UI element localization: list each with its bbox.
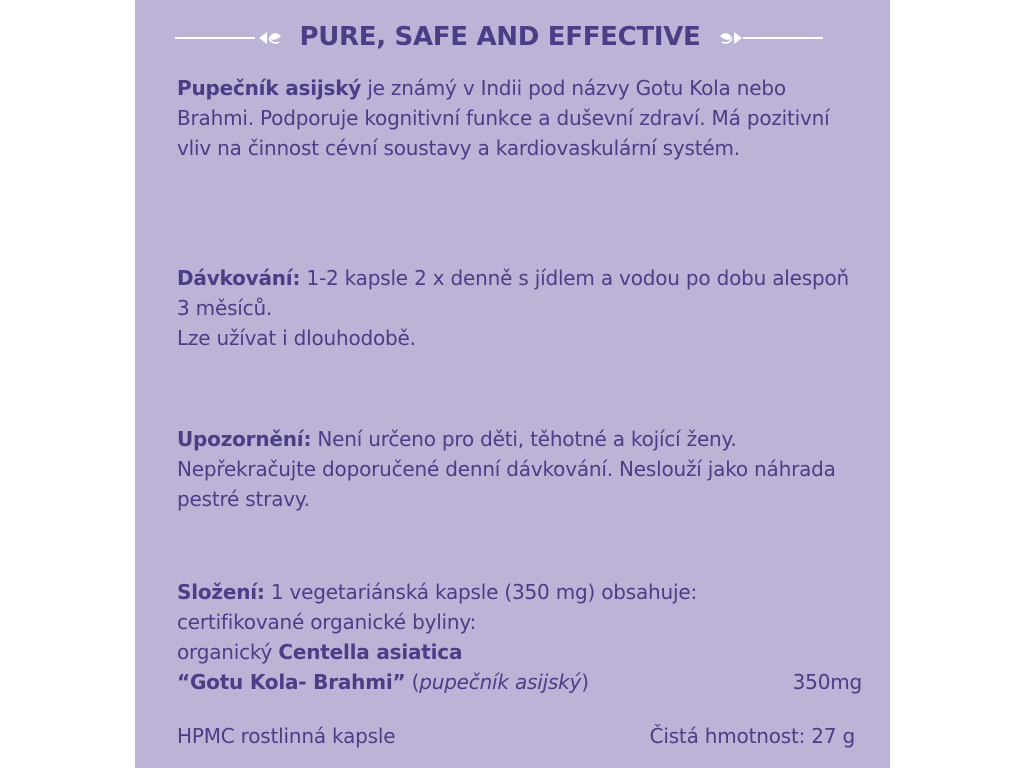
net-weight: Čistá hmotnost: 27 g <box>649 724 855 748</box>
footer-row <box>177 721 867 751</box>
ingredient-latin-name: Centella asiatica <box>278 640 463 664</box>
product-name: Pupečník asijský <box>177 76 362 100</box>
info-panel <box>135 0 890 768</box>
composition-prefix: organický <box>177 640 279 664</box>
dosage-section <box>177 263 867 353</box>
dosage-line-1 <box>177 263 867 323</box>
dosage-label: Dávkování: <box>177 266 301 290</box>
warning-text: Není určeno pro děti, těhotné a kojící ženy. Nepřekračujte doporučené denní dávkování. Neslouží jako náhrada pestré stravy. <box>177 427 836 511</box>
divider-right <box>743 37 823 39</box>
composition-line-1 <box>177 577 867 607</box>
description-text: je známý v Indii pod názvy Gotu Kola nebo Brahmi. Podporuje kognitivní funkce a duševní zdraví. Má pozitivní vliv na činnost cévní soustavy a kardiovaskulární systém. <box>177 76 830 160</box>
product-description <box>177 73 867 163</box>
leaf-left-icon <box>257 28 283 48</box>
dosage-text: 1-2 kapsle 2 x denně s jídlem a vodou po dobu alespoň 3 měsíců. <box>177 266 849 320</box>
ingredient-common-name: “Gotu Kola- Brahmi” <box>177 670 406 694</box>
composition-line-2: certifikované organické byliny: <box>177 610 477 634</box>
leaf-right-icon <box>718 28 744 48</box>
composition-line-3 <box>177 637 867 667</box>
ingredient-row <box>177 667 867 697</box>
composition-label: Složení: <box>177 580 265 604</box>
dosage-line-2: Lze užívat i dlouhodobě. <box>177 326 416 350</box>
capsule-type: HPMC rostlinná kapsle <box>177 724 396 748</box>
warning-label: Upozornění: <box>177 427 312 451</box>
paren-open: ( <box>405 670 420 694</box>
section-header <box>135 18 890 58</box>
ingredient-czech-name: pupečník asijský <box>419 670 582 694</box>
composition-section <box>177 577 867 697</box>
ingredient-amount: 350mg <box>792 670 862 694</box>
warning-section <box>177 424 867 514</box>
paren-close: ) <box>581 670 589 694</box>
composition-text: 1 vegetariánská kapsle (350 mg) obsahuje: <box>264 580 698 604</box>
page-title: PURE, SAFE AND EFFECTIVE <box>299 22 701 52</box>
divider-left <box>175 37 255 39</box>
